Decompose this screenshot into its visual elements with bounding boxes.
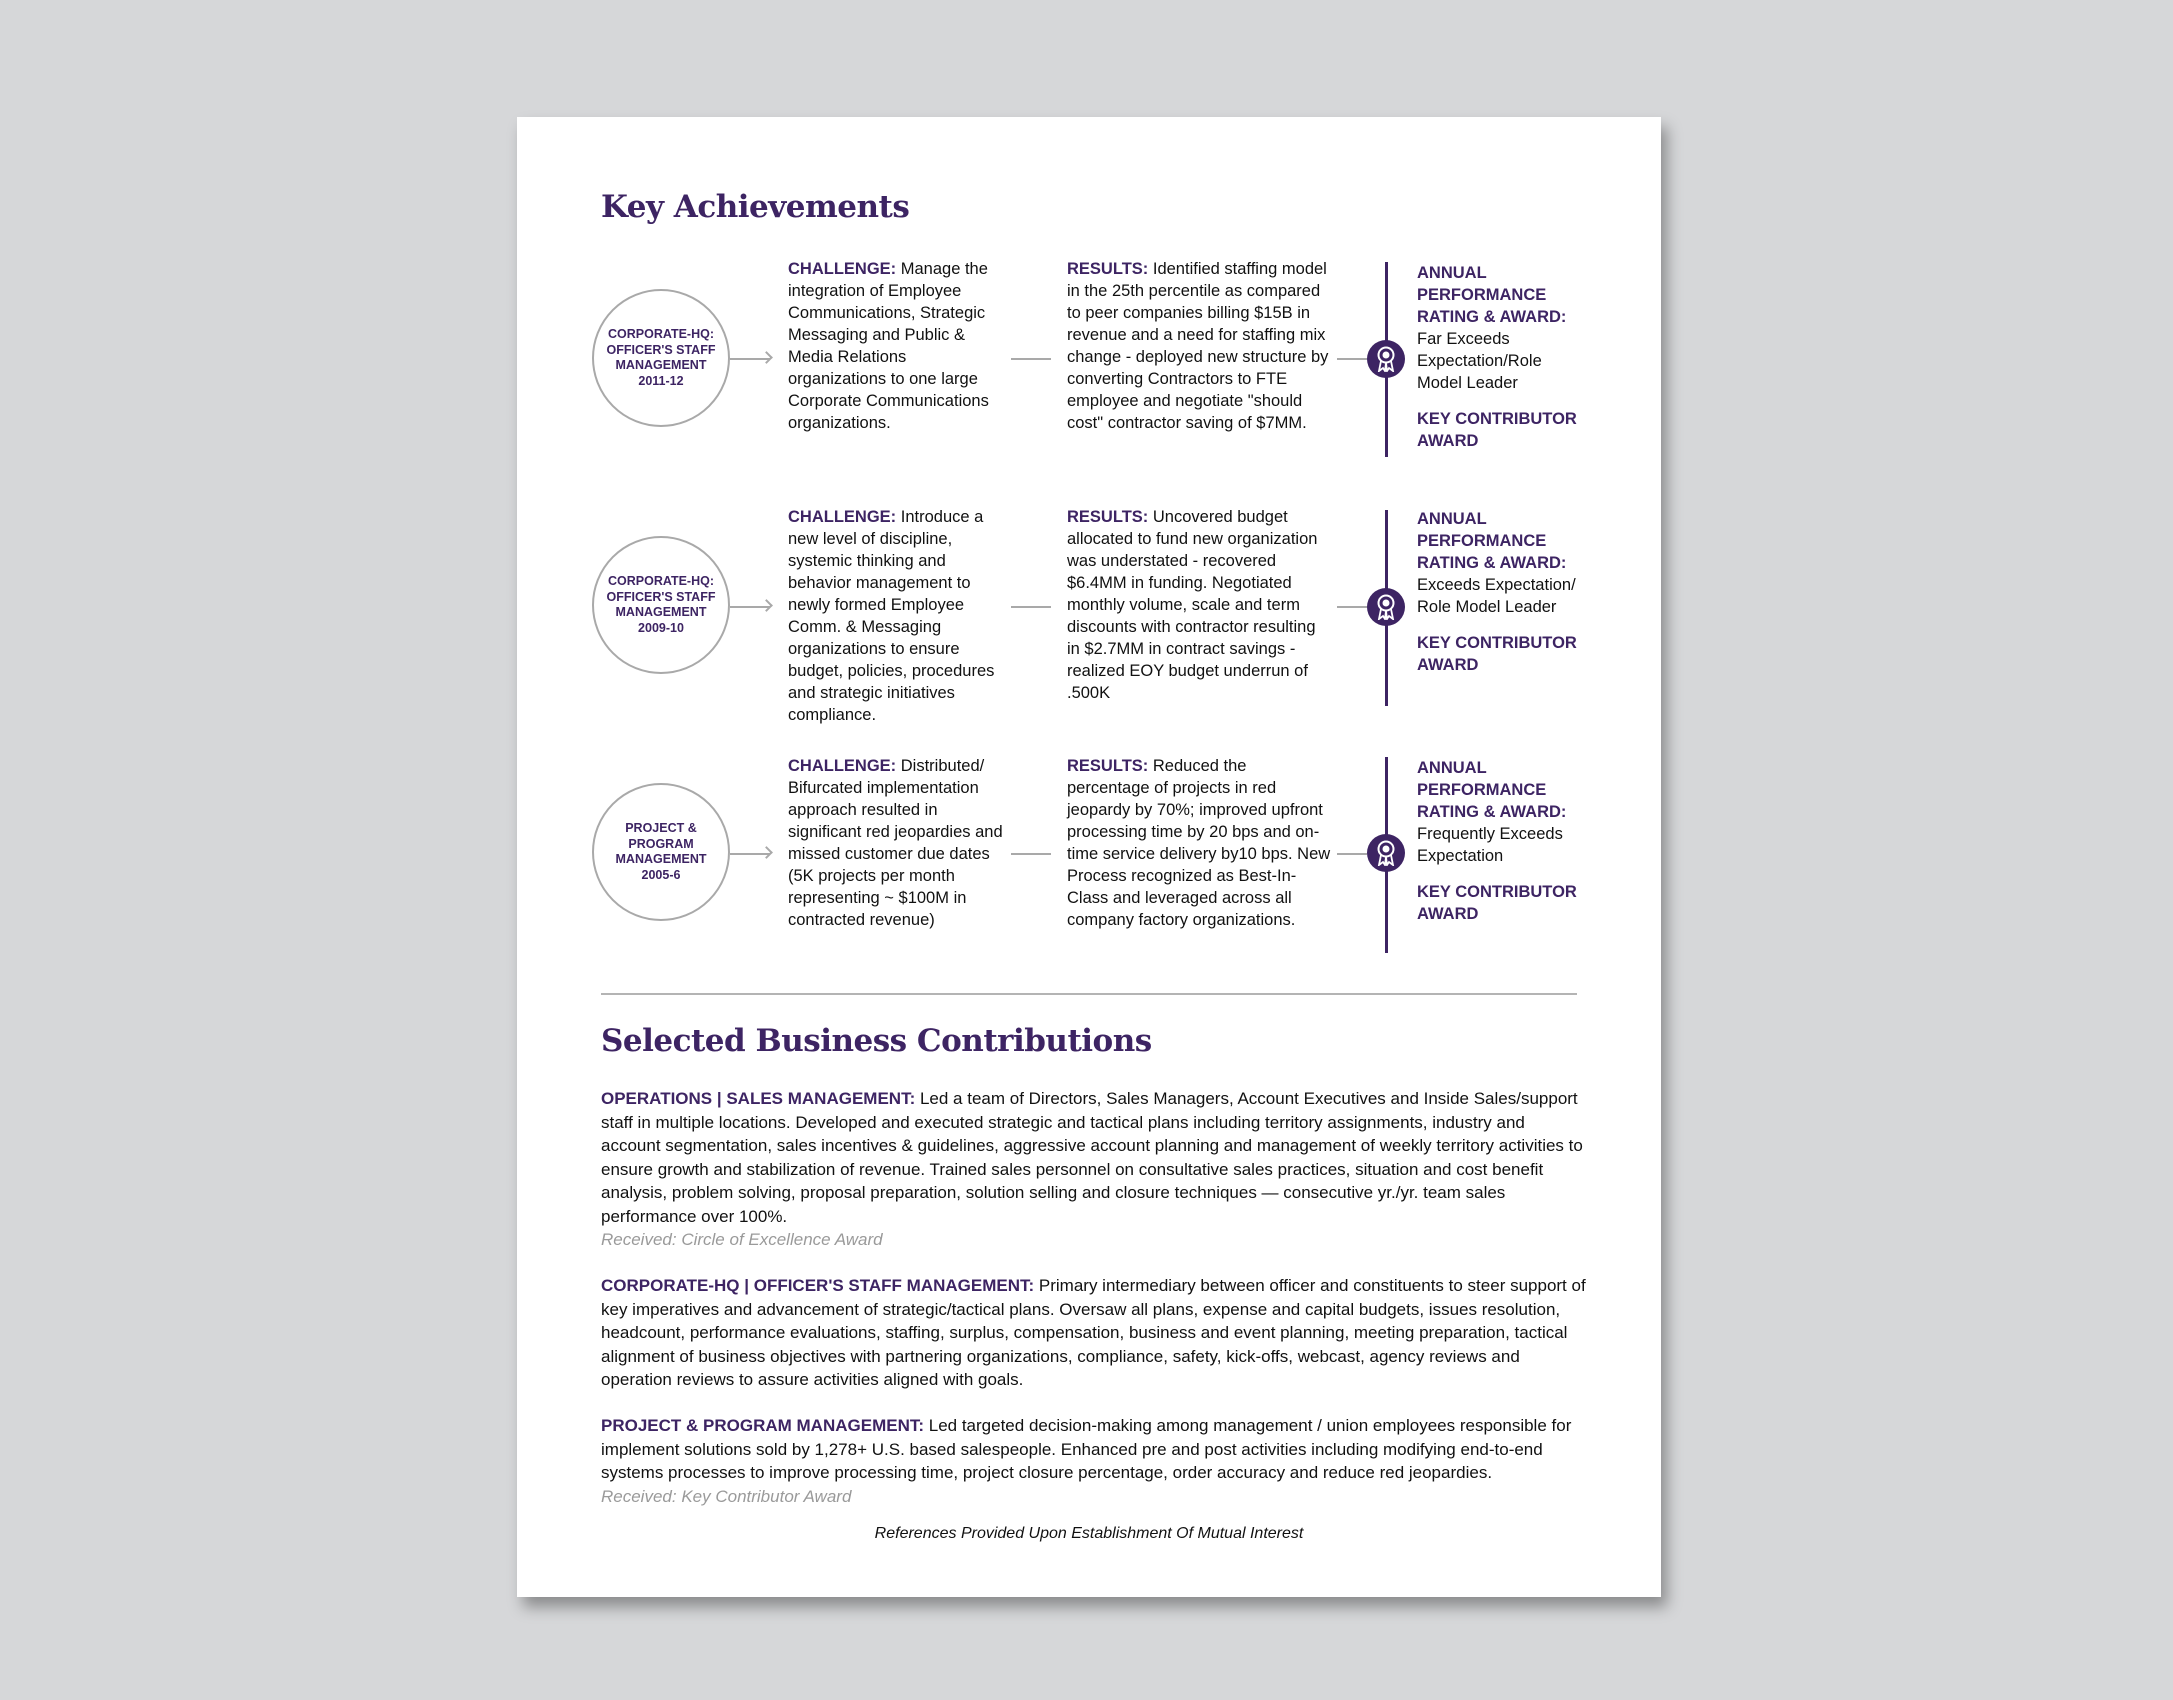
award-ribbon-icon: [1367, 340, 1405, 378]
role-circle: CORPORATE-HQ: OFFICER'S STAFF MANAGEMENT 2009-10: [592, 536, 730, 674]
contribution-paragraph: PROJECT & PROGRAM MANAGEMENT: Led targeted decision-making among management / union employees responsible for implement solutions sold by 1,278+ U.S. based salespeople. Enhanced pre and post activities including modifying end-to-end systems processes to improve processing time, project closure percentage, order accuracy and reduce red jeopardies. Received: Key Contributor Award: [601, 1414, 1586, 1508]
award-ribbon-icon: [1367, 834, 1405, 872]
award-block: ANNUAL PERFORMANCE RATING & AWARD: Exceeds Expectation/ Role Model Leader KEY CONTRIBUTOR AWARD: [1417, 510, 1577, 674]
received-note: Received: Key Contributor Award: [601, 1486, 852, 1506]
arrow-connector: [730, 853, 770, 855]
arrow-connector: [730, 606, 770, 608]
resume-page: [517, 117, 1661, 1597]
results-text: RESULTS: Reduced the percentage of projects in red jeopardy by 70%; improved upfront processing time by 20 bps and on-time service delivery by10 bps. New Process recognized as Best-In-Class and leveraged across all company factory organizations.: [1067, 757, 1331, 929]
dash-connector: [1337, 358, 1367, 360]
section-divider: [601, 993, 1577, 995]
role-circle: PROJECT & PROGRAM MANAGEMENT 2005-6: [592, 783, 730, 921]
key-achievements-title: Key Achievements: [601, 189, 910, 225]
contributions-title: Selected Business Contributions: [601, 1023, 1152, 1059]
contribution-paragraph: CORPORATE-HQ | OFFICER'S STAFF MANAGEMENT: Primary intermediary between officer and constituents to steer support of key imperatives and advancement of strategic/tactical plans. Oversaw all plans, expense and capital budgets, issues resolution, headcount, performance evaluations, staffing, surplus, compensation, business and event planning, meeting preparation, tactical alignment of business objectives with partnering organizations, compliance, safety, kick-offs, webcast, agency reviews and operation reviews to assure activities aligned with goals.: [601, 1276, 1586, 1389]
results-text: RESULTS: Uncovered budget allocated to fund new organization was understated - recovered $6.4MM in funding. Negotiated monthly volume, scale and term discounts with contractor resulting in $2.7MM in contract savings - realized EOY budget underrun of .500K: [1067, 508, 1318, 702]
challenge-text: CHALLENGE: Distributed/ Bifurcated implementation approach resulted in significant red jeopardies and missed customer due dates (5K projects per month representing ~ $100M in contracted revenue): [788, 757, 1003, 929]
references-footer: References Provided Upon Establishment Of Mutual Interest: [874, 1525, 1304, 1542]
dash-connector: [1011, 606, 1051, 608]
arrow-connector: [730, 358, 770, 360]
received-note: Received: Circle of Excellence Award: [601, 1230, 883, 1249]
role-circle: CORPORATE-HQ: OFFICER'S STAFF MANAGEMENT 2011-12: [592, 289, 730, 427]
results-text: RESULTS: Identified staffing model in the 25th percentile as compared to peer companies billing $15B in revenue and a need for staffing mix change - deployed new structure by converting Contractors to FTE employee and negotiate "should cost" contractor saving of $7MM.: [1067, 260, 1329, 432]
challenge-text: CHALLENGE: Introduce a new level of discipline, systemic thinking and behavior management to newly formed Employee Comm. & Messaging organizations to ensure budget, policies, procedures and strategic initiatives compliance.: [788, 508, 995, 724]
award-block: ANNUAL PERFORMANCE RATING & AWARD: Frequently Exceeds Expectation KEY CONTRIBUTOR AWARD: [1417, 759, 1577, 923]
dash-connector: [1337, 606, 1367, 608]
contribution-paragraph: OPERATIONS | SALES MANAGEMENT: Led a team of Directors, Sales Managers, Account Executives and Inside Sales/support staff in multiple locations. Developed and executed strategic and tactical plans including territory assignments, industry and account segmentation, sales incentives & guidelines, aggressive account planning and management of weekly territory activities to ensure growth and stabilization of revenue. Trained sales personnel on consultative sales practices, situation and cost benefit analysis, problem solving, proposal preparation, solution selling and closure techniques — consecutive yr./yr. team sales performance over 100%. Received: Circle of Excellence Award: [601, 1087, 1586, 1252]
dash-connector: [1011, 358, 1051, 360]
challenge-text: CHALLENGE: Manage the integration of Employee Communications, Strategic Messaging and Public & Media Relations organizations to one large Corporate Communications organizations.: [788, 260, 989, 432]
award-ribbon-icon: [1367, 588, 1405, 626]
dash-connector: [1011, 853, 1051, 855]
award-block: ANNUAL PERFORMANCE RATING & AWARD: Far Exceeds Expectation/Role Model Leader KEY CONTRIBUTOR AWARD: [1417, 264, 1577, 450]
dash-connector: [1337, 853, 1367, 855]
